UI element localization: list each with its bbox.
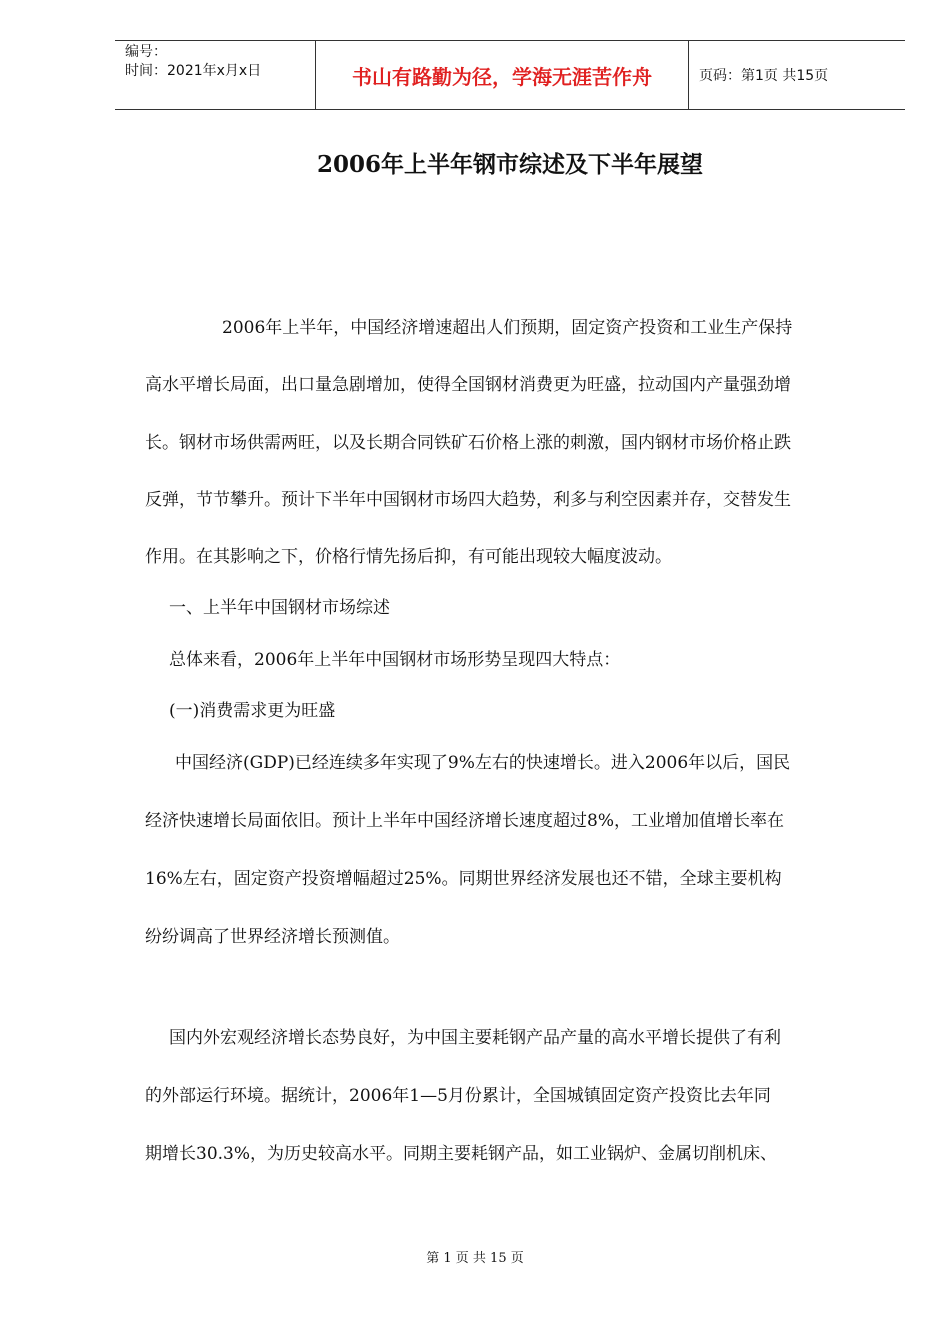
section-heading: 一、上半年中国钢材市场综述 [169, 598, 390, 618]
body-line: 作用。在其影响之下，价格行情先扬后抑，有可能出现较大幅度波动。 [145, 547, 672, 567]
body-line: 的外部运行环境。据统计，2006年1—5月份累计，全国城镇固定资产投资比去年同 [145, 1086, 771, 1106]
time-label: 时间：2021年x月x日 [125, 63, 262, 79]
subsection-heading: (一)消费需求更为旺盛 [169, 701, 336, 721]
body-line: 经济快速增长局面依旧。预计上半年中国经济增长速度超过8%，工业增加值增长率在 [145, 811, 784, 831]
header-meta-cell [115, 41, 316, 109]
body-line: 期增长30.3%，为历史较高水平。同期主要耗钢产品，如工业锅炉、金属切削机床、 [145, 1144, 778, 1164]
motto-text: 书山有路勤为径，学海无涯苦作舟 [352, 64, 652, 89]
document-title: 2006年上半年钢市综述及下半年展望 [316, 151, 703, 178]
page-info-cell [689, 41, 905, 109]
body-line: 国内外宏观经济增长态势良好，为中国主要耗钢产品产量的高水平增长提供了有利 [169, 1028, 781, 1048]
body-line: 16%左右，固定资产投资增幅超过25%。同期世界经济发展也还不错，全球主要机构 [145, 869, 782, 889]
code-label: 编号： [125, 44, 167, 60]
body-line: 中国经济(GDP)已经连续多年实现了9%左右的快速增长。进入2006年以后，国民 [175, 753, 791, 773]
body-line: 总体来看，2006年上半年中国钢材市场形势呈现四大特点： [169, 650, 621, 670]
body-line: 高水平增长局面，出口量急剧增加，使得全国钢材消费更为旺盛，拉动国内产量强劲增 [145, 375, 791, 395]
body-line: 长。钢材市场供需两旺，以及长期合同铁矿石价格上涨的刺激，国内钢材市场价格止跌 [145, 433, 791, 453]
page-info-text: 页码：第1页 共15页 [699, 68, 829, 84]
header-table [115, 40, 905, 110]
body-line: 反弹，节节攀升。预计下半年中国钢材市场四大趋势，利多与利空因素并存，交替发生 [145, 490, 791, 510]
page-footer: 第 1 页 共 15 页 [426, 1251, 524, 1266]
body-line: 2006年上半年，中国经济增速超出人们预期，固定资产投资和工业生产保持 [222, 318, 793, 338]
body-line: 纷纷调高了世界经济增长预测值。 [145, 927, 400, 947]
motto-cell [316, 41, 689, 109]
